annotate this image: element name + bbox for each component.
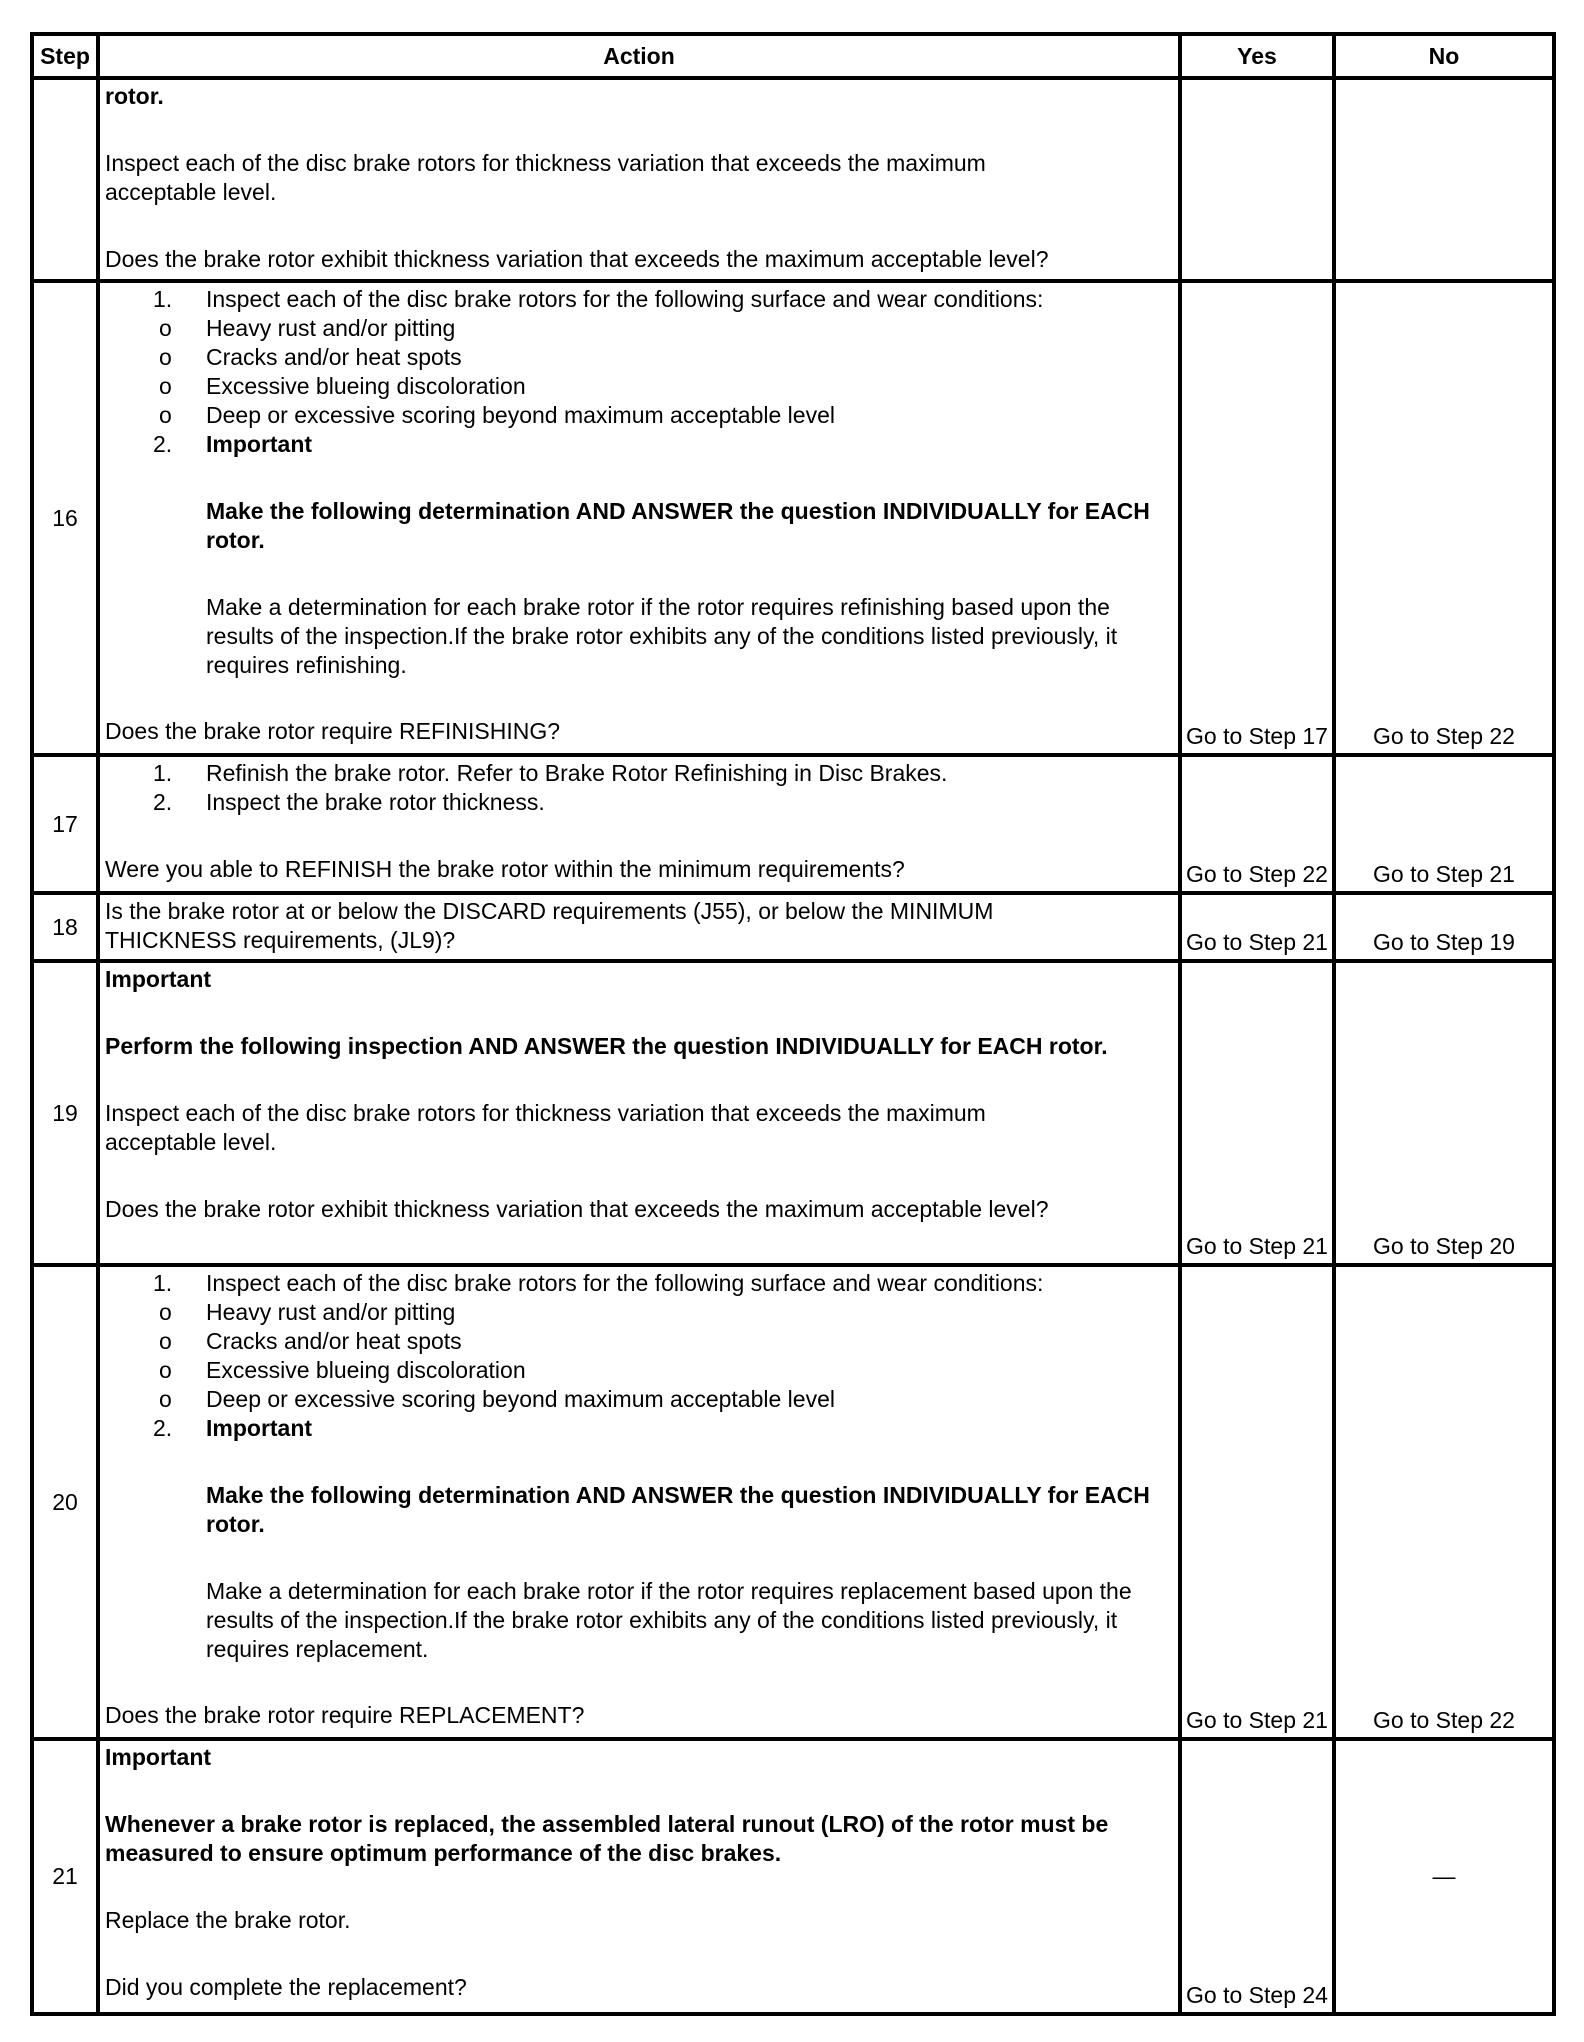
bold-note: Perform the following inspection AND ANSWER the question INDIVIDUALLY for EACH rotor.	[105, 1033, 1108, 1059]
list-item	[105, 788, 1174, 817]
yes-cell: Go to Step 22	[1180, 755, 1334, 893]
step-number	[32, 78, 98, 281]
list-item	[105, 343, 1174, 372]
numbered-list	[105, 1269, 1174, 1298]
question-text: Does the brake rotor exhibit thickness variation that exceeds the maximum acceptable level?	[105, 246, 1049, 272]
action-cell	[98, 755, 1180, 893]
question-text: Does the brake rotor exhibit thickness variation that exceeds the maximum acceptable level?	[105, 1196, 1049, 1222]
important-label: Important	[206, 1415, 313, 1441]
important-label: Important	[105, 966, 212, 992]
condition-text: Heavy rust and/or pitting	[206, 1299, 456, 1325]
list-number: 1.	[153, 286, 173, 312]
list-item-text: Inspect the brake rotor thickness.	[206, 789, 545, 815]
step-number: 21	[32, 1739, 98, 2014]
list-number: 2.	[153, 789, 173, 815]
important-label: Important	[206, 431, 313, 457]
bold-note: Make the following determination AND ANSWER the question INDIVIDUALLY for EACH rotor.	[206, 1482, 1150, 1537]
note-text: Make a determination for each brake rotor if the rotor requires replacement based upon the results of the inspection.If the brake rotor exhibits any of the conditions listed previously, it requires replacement.	[206, 1578, 1132, 1662]
list-item-text: Refinish the brake rotor. Refer to Brake Rotor Refinishing in Disc Brakes.	[206, 760, 948, 786]
action-cell	[98, 1265, 1180, 1739]
action-cell	[98, 281, 1180, 755]
question-text: Does the brake rotor require REFINISHING?	[105, 718, 561, 744]
numbered-list	[105, 285, 1174, 314]
condition-text: Cracks and/or heat spots	[206, 1328, 462, 1354]
condition-text: Excessive blueing discoloration	[206, 373, 526, 399]
question-text: Did you complete the replacement?	[105, 1974, 467, 2000]
condition-text: Cracks and/or heat spots	[206, 344, 462, 370]
list-item	[105, 1327, 1174, 1356]
note-text: Inspect each of the disc brake rotors for thickness variation that exceeds the maximum acceptable level.	[105, 1100, 986, 1155]
no-cell: Go to Step 22	[1334, 281, 1554, 755]
note-text: Make a determination for each brake rotor if the rotor requires refinishing based upon the results of the inspection.If the brake rotor exhibits any of the conditions listed previously, it requires refinishing.	[206, 594, 1118, 678]
list-number: 2.	[153, 1415, 173, 1441]
header-row	[32, 34, 1554, 78]
important-label: Important	[105, 1744, 212, 1770]
list-number: 1.	[153, 1270, 173, 1296]
header-no: No	[1334, 34, 1554, 78]
no-cell: Go to Step 21	[1334, 755, 1554, 893]
header-step: Step	[32, 34, 98, 78]
list-item-text: Inspect each of the disc brake rotors for the following surface and wear conditions:	[206, 1270, 1044, 1296]
yes-cell: Go to Step 21	[1180, 1265, 1334, 1739]
condition-list	[105, 314, 1174, 430]
list-item	[105, 314, 1174, 343]
list-item	[105, 1385, 1174, 1414]
list-item-text: Inspect each of the disc brake rotors for the following surface and wear conditions:	[206, 286, 1044, 312]
action-cell	[98, 961, 1180, 1265]
action-text: Inspect each of the disc brake rotors for thickness variation that exceeds the maximum acceptable level.	[105, 150, 986, 205]
condition-text: Deep or excessive scoring beyond maximum acceptable level	[206, 402, 835, 428]
numbered-list	[105, 430, 1174, 680]
yes-cell: Go to Step 21	[1180, 961, 1334, 1265]
bullet-icon: o	[159, 1386, 172, 1412]
diagnostic-table	[30, 32, 1556, 2016]
list-item	[105, 1356, 1174, 1385]
yes-cell: Go to Step 17	[1180, 281, 1334, 755]
condition-text: Excessive blueing discoloration	[206, 1357, 526, 1383]
header-yes: Yes	[1180, 34, 1334, 78]
list-number: 2.	[153, 431, 173, 457]
numbered-list	[105, 1414, 1174, 1664]
condition-list	[105, 1298, 1174, 1414]
bullet-icon: o	[159, 344, 172, 370]
table-row-15	[32, 78, 1554, 281]
list-item	[105, 430, 1174, 680]
list-item	[105, 1269, 1174, 1298]
list-item	[105, 285, 1174, 314]
no-cell	[1334, 78, 1554, 281]
list-item	[105, 759, 1174, 788]
step-number: 17	[32, 755, 98, 893]
table-row-21	[32, 1739, 1554, 2014]
bold-note: Whenever a brake rotor is replaced, the assembled lateral runout (LRO) of the rotor must be measured to ensure optimum performance of the disc brakes.	[105, 1811, 1109, 1866]
yes-cell: Go to Step 21	[1180, 893, 1334, 961]
action-cell	[98, 893, 1180, 961]
bullet-icon: o	[159, 1357, 172, 1383]
action-cell	[98, 1739, 1180, 2014]
table-row-17	[32, 755, 1554, 893]
bullet-icon: o	[159, 402, 172, 428]
bold-note: Make the following determination AND ANSWER the question INDIVIDUALLY for EACH rotor.	[206, 498, 1150, 553]
no-cell: —	[1334, 1739, 1554, 2014]
list-item	[105, 1414, 1174, 1664]
bullet-icon: o	[159, 373, 172, 399]
yes-cell	[1180, 78, 1334, 281]
note-text: Replace the brake rotor.	[105, 1907, 351, 1933]
table-row-19	[32, 961, 1554, 1265]
bullet-icon: o	[159, 315, 172, 341]
no-cell: Go to Step 19	[1334, 893, 1554, 961]
condition-text: Heavy rust and/or pitting	[206, 315, 456, 341]
list-item	[105, 401, 1174, 430]
bullet-icon: o	[159, 1328, 172, 1354]
step-number: 20	[32, 1265, 98, 1739]
table-row-16	[32, 281, 1554, 755]
bullet-icon: o	[159, 1299, 172, 1325]
step-number: 19	[32, 961, 98, 1265]
question-text: Is the brake rotor at or below the DISCARD requirements (J55), or below the MINIMUM THICKNESS requirements, (JL9)?	[105, 898, 994, 953]
table-row-20	[32, 1265, 1554, 1739]
step-number: 18	[32, 893, 98, 961]
table-row-18	[32, 893, 1554, 961]
question-text: Were you able to REFINISH the brake rotor within the minimum requirements?	[105, 856, 905, 882]
yes-cell: Go to Step 24	[1180, 1739, 1334, 2014]
action-text: rotor.	[105, 83, 164, 109]
action-cell	[98, 78, 1180, 281]
question-text: Does the brake rotor require REPLACEMENT?	[105, 1702, 585, 1728]
no-cell: Go to Step 20	[1334, 961, 1554, 1265]
list-number: 1.	[153, 760, 173, 786]
list-item	[105, 372, 1174, 401]
numbered-list	[105, 759, 1174, 817]
step-number: 16	[32, 281, 98, 755]
header-action: Action	[98, 34, 1180, 78]
condition-text: Deep or excessive scoring beyond maximum acceptable level	[206, 1386, 835, 1412]
list-item	[105, 1298, 1174, 1327]
no-cell: Go to Step 22	[1334, 1265, 1554, 1739]
